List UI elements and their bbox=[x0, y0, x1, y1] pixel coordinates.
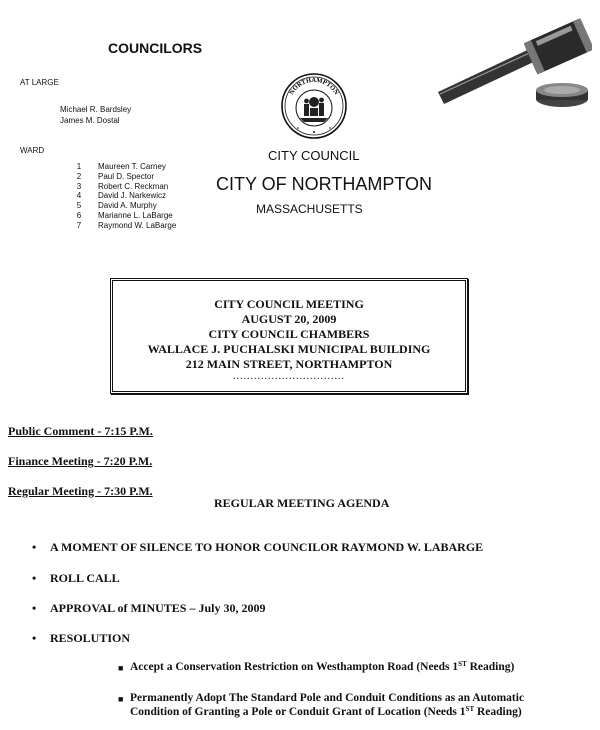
meeting-room: CITY COUNCIL CHAMBERS bbox=[208, 327, 370, 341]
resolution-text: Accept a Conservation Restriction on Westhampton Road (Needs 1 bbox=[130, 661, 459, 673]
at-large-councilor: James M. Dostal bbox=[60, 116, 120, 125]
bullet-icon: • bbox=[32, 631, 37, 645]
agenda-title: REGULAR MEETING AGENDA bbox=[214, 496, 390, 510]
resolution-item bbox=[118, 691, 524, 719]
square-bullet-icon: ■ bbox=[118, 694, 124, 704]
ward-number: 2 bbox=[76, 171, 82, 181]
finance-meeting-time: Finance Meeting - 7:20 P.M. bbox=[8, 454, 153, 468]
ordinal-suffix: ST bbox=[458, 660, 467, 668]
at-large-councilor: Michael R. Bardsley bbox=[60, 105, 132, 114]
agenda-item bbox=[32, 540, 483, 555]
ward-councilor: Maureen T. Carney bbox=[98, 162, 166, 171]
agenda-item bbox=[32, 631, 130, 646]
dotted-line: ................................ bbox=[233, 371, 345, 382]
ward-councilor: David J. Narkewicz bbox=[98, 191, 167, 201]
bullet-icon: • bbox=[32, 540, 37, 554]
ward-row bbox=[60, 191, 176, 201]
agenda-item-text: A MOMENT OF SILENCE TO HONOR COUNCILOR RAYMOND W. LABARGE bbox=[50, 540, 484, 554]
ward-number: 4 bbox=[76, 191, 82, 201]
resolution-text-line2: Condition of Granting a Pole or Conduit Grant of Location (Needs 1 bbox=[130, 706, 466, 718]
ward-row bbox=[60, 221, 176, 231]
resolution-text-tail: Reading) bbox=[474, 706, 522, 718]
meeting-info-box bbox=[110, 278, 468, 394]
ward-councilor: Raymond W. LaBarge bbox=[98, 220, 177, 230]
council-title: CITY COUNCIL bbox=[268, 148, 360, 163]
ward-row bbox=[60, 162, 176, 172]
ward-row bbox=[60, 182, 176, 192]
square-bullet-icon: ■ bbox=[118, 663, 124, 673]
agenda-item-text: APPROVAL of MINUTES – July 30, 2009 bbox=[50, 601, 266, 615]
ward-councilor: Paul D. Spector bbox=[98, 171, 155, 181]
public-comment-time: Public Comment - 7:15 P.M. bbox=[8, 424, 153, 438]
city-title: CITY OF NORTHAMPTON bbox=[216, 174, 433, 194]
ward-number: 5 bbox=[76, 201, 82, 211]
agenda-item-text: RESOLUTION bbox=[50, 631, 131, 645]
resolution-item bbox=[118, 660, 514, 675]
bullet-icon: • bbox=[32, 601, 37, 615]
ward-row bbox=[60, 172, 176, 182]
agenda-item-text: ROLL CALL bbox=[50, 571, 120, 585]
councilors-heading: COUNCILORS bbox=[108, 40, 203, 56]
regular-meeting-time: Regular Meeting - 7:30 P.M. bbox=[8, 484, 153, 498]
ward-councilor: Robert C. Reckman bbox=[98, 181, 169, 191]
meeting-title: CITY COUNCIL MEETING bbox=[214, 297, 364, 311]
ward-number: 6 bbox=[76, 210, 82, 220]
resolution-text-tail: Reading) bbox=[466, 661, 515, 673]
meeting-building: WALLACE J. PUCHALSKI MUNICIPAL BUILDING bbox=[147, 342, 431, 356]
ward-councilor: Marianne L. LaBarge bbox=[98, 210, 173, 220]
ward-number: 3 bbox=[76, 181, 82, 191]
agenda-item bbox=[32, 571, 120, 586]
agenda-item bbox=[32, 601, 265, 616]
ward-councilor: David A. Murphy bbox=[98, 201, 157, 211]
ward-number: 1 bbox=[76, 162, 82, 171]
ward-number: 7 bbox=[76, 220, 82, 230]
ordinal-suffix: ST bbox=[465, 705, 475, 713]
resolution-text: Permanently Adopt The Standard Pole and Conduit Conditions as an Automatic bbox=[130, 692, 525, 704]
meeting-address: 212 MAIN STREET, NORTHAMPTON bbox=[185, 357, 393, 371]
ward-row bbox=[60, 211, 176, 221]
meeting-date: AUGUST 20, 2009 bbox=[241, 312, 337, 326]
seal-text: NORTHAMPTON bbox=[288, 76, 340, 97]
ward-row bbox=[60, 201, 176, 211]
gavel-icon bbox=[432, 4, 592, 114]
ward-list bbox=[60, 162, 176, 231]
ward-heading: WARD bbox=[20, 146, 45, 155]
at-large-list bbox=[60, 104, 131, 126]
state-title: MASSACHUSETTS bbox=[256, 202, 363, 216]
bullet-icon: • bbox=[32, 571, 37, 585]
at-large-heading: AT LARGE bbox=[20, 78, 59, 87]
city-seal-icon bbox=[280, 72, 348, 140]
